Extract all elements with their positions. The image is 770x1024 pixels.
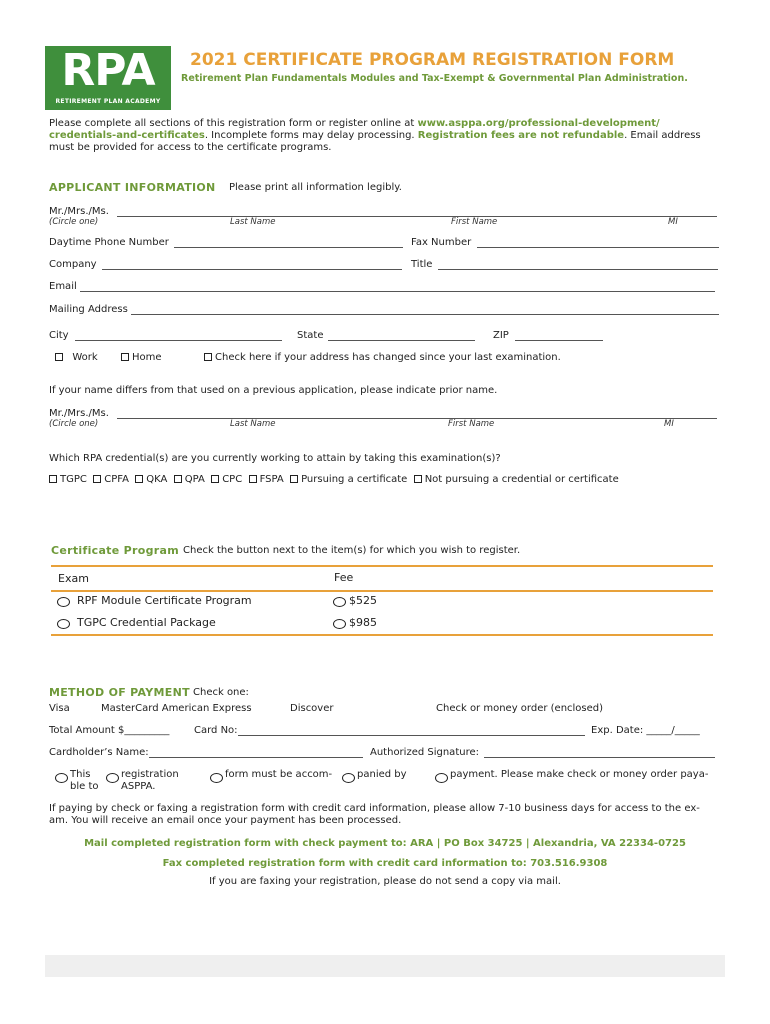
discover-option[interactable]: Discover	[290, 703, 334, 714]
registration-link-cont[interactable]: credentials-and-certificates	[49, 130, 205, 141]
tgpc-exam-label: TGPC Credential Package	[77, 616, 216, 629]
fax-field[interactable]	[477, 247, 719, 248]
credential-option-tgpc[interactable]: TGPC	[49, 474, 87, 485]
rpf-exam-label: RPF Module Certificate Program	[77, 594, 252, 607]
address-changed-checkbox[interactable]	[204, 353, 212, 361]
mailing-label: Mailing Address	[49, 304, 128, 315]
prior-last-name-caption: Last Name	[230, 419, 276, 429]
card-no-label: Card No:	[194, 725, 238, 736]
fax-instructions: Fax completed registration form with credit card information to: 703.516.9308	[162, 858, 608, 869]
logo-sub-text: RETIREMENT PLAN ACADEMY	[55, 98, 161, 105]
day-phone-label: Daytime Phone Number	[49, 237, 169, 248]
credential-option-cpc[interactable]: CPC	[211, 474, 242, 485]
fax-label: Fax Number	[411, 237, 472, 248]
city-label: City	[49, 330, 69, 341]
intro-line-1: Please complete all sections of this registration form or register online at www.asppa.org/professional-development/	[49, 118, 660, 129]
state-label: State	[297, 330, 324, 341]
radio-1-label-a: This	[70, 769, 91, 780]
rpf-fee-value: $525	[349, 594, 377, 607]
radio-1-label-b: ble to	[70, 781, 99, 792]
email-field[interactable]	[80, 291, 715, 292]
applicant-heading: APPLICANT INFORMATION	[49, 181, 216, 194]
intro-line-2: credentials-and-certificates. Incomplete forms may delay processing. Registration fees are not refundable. Email address	[49, 130, 701, 141]
city-field[interactable]	[75, 340, 282, 341]
mailing-field[interactable]	[131, 314, 719, 315]
exp-date-field[interactable]: Exp. Date: _____/_____	[591, 725, 700, 736]
home-checkbox[interactable]	[121, 353, 129, 361]
qpa-checkbox[interactable]	[174, 475, 182, 483]
payment-note: Check one:	[193, 687, 249, 698]
applicant-note: Please print all information legibly.	[229, 182, 402, 193]
credential-question: Which RPA credential(s) are you currently working to attain by taking this examination(s)?	[49, 453, 501, 464]
visa-option[interactable]: Visa	[49, 703, 70, 714]
rpf-fee-radio[interactable]	[333, 597, 346, 607]
prior-name-field[interactable]	[117, 418, 717, 419]
credential-option-fspa[interactable]: FSPA	[249, 474, 284, 485]
home-option[interactable]: Home	[121, 352, 162, 363]
work-checkbox[interactable]	[55, 353, 63, 361]
state-field[interactable]	[328, 340, 475, 341]
zip-label: ZIP	[493, 330, 509, 341]
radio-5-label: payment. Please make check or money order paya-	[450, 769, 709, 780]
credential-options	[49, 474, 619, 485]
salutation-label: Mr./Mrs./Ms.	[49, 206, 109, 217]
cpc-checkbox[interactable]	[211, 475, 219, 483]
footer-bar	[45, 955, 725, 977]
not-pursuing-checkbox[interactable]	[414, 475, 422, 483]
credential-option-qpa[interactable]: QPA	[174, 474, 205, 485]
mail-instructions: Mail completed registration form with check payment to: ARA | PO Box 34725 | Alexandria, VA 22334-0725	[84, 838, 686, 849]
certificate-heading: Certificate Program	[51, 544, 179, 557]
table-header-rule	[51, 590, 713, 592]
rpa-logo	[45, 46, 171, 110]
radio-1[interactable]	[55, 773, 68, 783]
radio-3-label: form must be accom-	[225, 769, 333, 780]
signature-label: Authorized Signature:	[370, 747, 479, 758]
credential-option-qka[interactable]: QKA	[135, 474, 167, 485]
processing-note-1: If paying by check or faxing a registration form with credit card information, please allow 7-10 business days for access to the ex-	[49, 803, 700, 814]
cardholder-field[interactable]	[149, 757, 363, 758]
rpf-exam-radio[interactable]	[57, 597, 70, 607]
mi-caption: MI	[668, 217, 678, 227]
card-no-field[interactable]	[238, 735, 585, 736]
pursuing-checkbox[interactable]	[290, 475, 298, 483]
mastercard-amex-option[interactable]: MasterCard American Express	[101, 703, 252, 714]
prior-first-name-caption: First Name	[448, 419, 495, 429]
radio-5[interactable]	[435, 773, 448, 783]
name-field[interactable]	[117, 216, 717, 217]
table-top-rule	[51, 565, 713, 567]
fspa-checkbox[interactable]	[249, 475, 257, 483]
prior-circle-one-hint: (Circle one)	[49, 419, 99, 429]
form-title: 2021 CERTIFICATE PROGRAM REGISTRATION FORM	[190, 50, 675, 70]
processing-note-2: am. You will receive an email once your payment has been processed.	[49, 815, 402, 826]
tgpc-exam-radio[interactable]	[57, 619, 70, 629]
radio-3[interactable]	[210, 773, 223, 783]
last-name-caption: Last Name	[230, 217, 276, 227]
table-bottom-rule	[51, 634, 713, 636]
cardholder-label: Cardholder’s Name:	[49, 747, 149, 758]
zip-field[interactable]	[515, 340, 603, 341]
credential-option-cpfa[interactable]: CPFA	[93, 474, 129, 485]
company-field[interactable]	[102, 269, 402, 270]
certificate-note: Check the button next to the item(s) for which you wish to register.	[183, 545, 521, 556]
radio-2-label-a: registration	[121, 769, 179, 780]
work-option[interactable]: Work	[55, 352, 98, 363]
title-label: Title	[411, 259, 433, 270]
signature-field[interactable]	[484, 757, 715, 758]
radio-4[interactable]	[342, 773, 355, 783]
logo-main-text: RPA	[61, 45, 155, 96]
tgpc-fee-radio[interactable]	[333, 619, 346, 629]
qka-checkbox[interactable]	[135, 475, 143, 483]
company-label: Company	[49, 259, 97, 270]
address-changed-option[interactable]: Check here if your address has changed since your last examination.	[204, 352, 561, 363]
credential-option-not-pursuing[interactable]: Not pursuing a credential or certificate	[414, 474, 619, 485]
email-label: Email	[49, 281, 77, 292]
cpfa-checkbox[interactable]	[93, 475, 101, 483]
tgpc-checkbox[interactable]	[49, 475, 57, 483]
registration-link[interactable]: www.asppa.org/professional-development/	[417, 118, 660, 129]
prior-mi-caption: MI	[664, 419, 674, 429]
radio-4-label: panied by	[357, 769, 407, 780]
circle-one-hint: (Circle one)	[49, 217, 99, 227]
radio-2[interactable]	[106, 773, 119, 783]
payment-heading: METHOD OF PAYMENT	[49, 686, 190, 699]
first-name-caption: First Name	[451, 217, 498, 227]
title-field[interactable]	[438, 269, 718, 270]
col-fee-header: Fee	[334, 571, 354, 584]
col-exam-header: Exam	[58, 572, 89, 585]
prior-salutation-label: Mr./Mrs./Ms.	[49, 408, 109, 419]
form-subtitle: Retirement Plan Fundamentals Modules and Tax-Exempt & Governmental Plan Administration.	[181, 73, 688, 84]
prior-name-note: If your name differs from that used on a previous application, please indicate prior name.	[49, 385, 498, 396]
fax-subnote: If you are faxing your registration, please do not send a copy via mail.	[209, 876, 561, 887]
intro-line-3: must be provided for access to the certificate programs.	[49, 142, 332, 153]
check-option[interactable]: Check or money order (enclosed)	[436, 703, 604, 714]
day-phone-field[interactable]	[174, 247, 403, 248]
credential-option-pursuing[interactable]: Pursuing a certificate	[290, 474, 407, 485]
tgpc-fee-value: $985	[349, 616, 377, 629]
total-amount-field[interactable]: Total Amount $_________	[49, 725, 170, 736]
radio-2-label-b: ASPPA.	[121, 781, 156, 792]
